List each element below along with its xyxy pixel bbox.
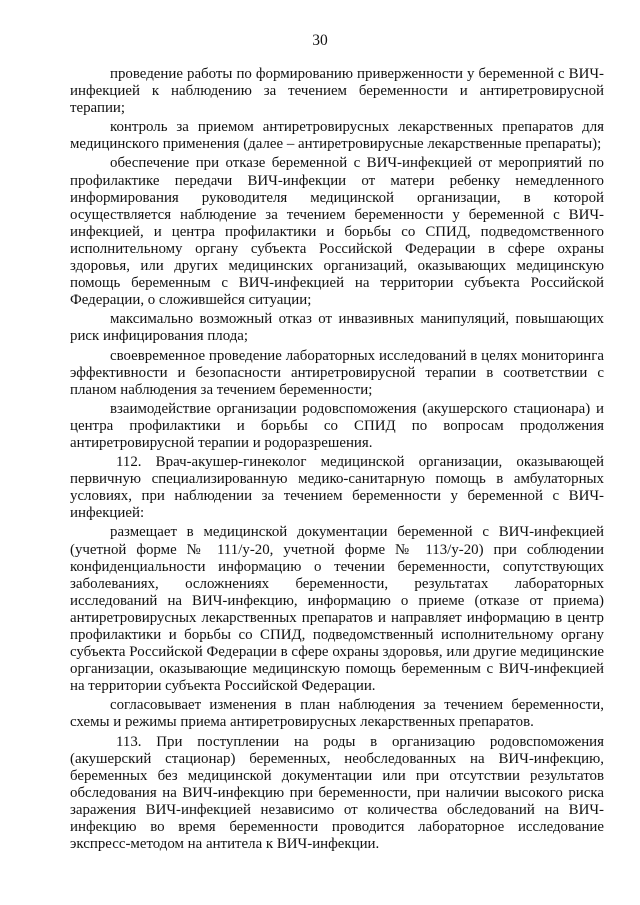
paragraph-interaction: взаимодействие организации родовспоможения (акушерского стационара) и центра профилактики и борьбы со СПИД по вопросам продолжения антиретровирусной терапии и родоразрешения. — [70, 400, 604, 451]
paragraph-drug-control: контроль за приемом антиретровирусных лекарственных препаратов для медицинского применения (далее – антиретровирусные лекарственные препараты); — [70, 119, 604, 153]
paragraph-invasive-procedures: максимально возможный отказ от инвазивных манипуляций, повышающих риск инфицирования плода; — [70, 311, 604, 345]
paragraph-112: 112. Врач-акушер-гинеколог медицинской организации, оказывающей первичную специализированную медико-санитарную помощь в амбулаторных условиях, при наблюдении за течением беременности у беременной с ВИЧ-инфекцией: — [70, 454, 604, 522]
paragraph-113: 113. При поступлении на роды в организацию родовспоможения (акушерский стационар) беременных, необследованных на ВИЧ-инфекцию, беременных без медицинской документации или при отсутствии результатов обследования на ВИЧ-инфекцию при беременности, при наличии высокого риска заражения ВИЧ-инфекцией независимо от количества обследований на ВИЧ-инфекцию во время беременности проводится лабораторное исследование экспресс-методом на антитела к ВИЧ-инфекции. — [70, 733, 604, 853]
paragraph-documentation: размещает в медицинской документации беременной с ВИЧ-инфекцией (учетной форме № 111/у-20, учетной форме № 113/у-20) при соблюдении конфиденциальности информацию о течении беременности, сопутствующих заболеваниях, осложнениях беременности, результатах лабораторных исследований на ВИЧ-инфекцию, информацию о приеме (отказе от приема) антиретровирусных лекарственных препаратов и направляет информацию в центр профилактики и борьбы со СПИД, подведомственный исполнительному органу субъекта Российской Федерации в сфере охраны здоровья, или другие медицинские организации, оказывающие медицинскую помощь беременным с ВИЧ-инфекцией на территории субъекта Российской Федерации. — [70, 524, 604, 695]
document-body — [70, 66, 604, 855]
paragraph-refusal-notification: обеспечение при отказе беременной с ВИЧ-инфекцией от мероприятий по профилактике передачи ВИЧ-инфекции от матери ребенку немедленного информирования руководителя медицинской организации, в которой осуществляется наблюдение за течением беременности у беременной с ВИЧ-инфекцией, и центра профилактики и борьбы со СПИД, подведомственного исполнительному органу субъекта Российской Федерации в сфере охраны здоровья, или других медицинских организаций, оказывающих медицинскую помощь беременным с ВИЧ-инфекцией на территории субъекта Российской Федерации, о сложившейся ситуации; — [70, 155, 604, 309]
page-number: 30 — [312, 32, 328, 49]
paragraph-adherence: проведение работы по формированию приверженности у беременной с ВИЧ-инфекцией к наблюдению за течением беременности и антиретровирусной терапии; — [70, 66, 604, 117]
paragraph-plan-changes: согласовывает изменения в план наблюдения за течением беременности, схемы и режимы приема антиретровирусных лекарственных препаратов. — [70, 697, 604, 731]
paragraph-lab-monitoring: своевременное проведение лабораторных исследований в целях мониторинга эффективности и безопасности антиретровирусной терапии в соответствии с планом наблюдения за течением беременности; — [70, 347, 604, 398]
